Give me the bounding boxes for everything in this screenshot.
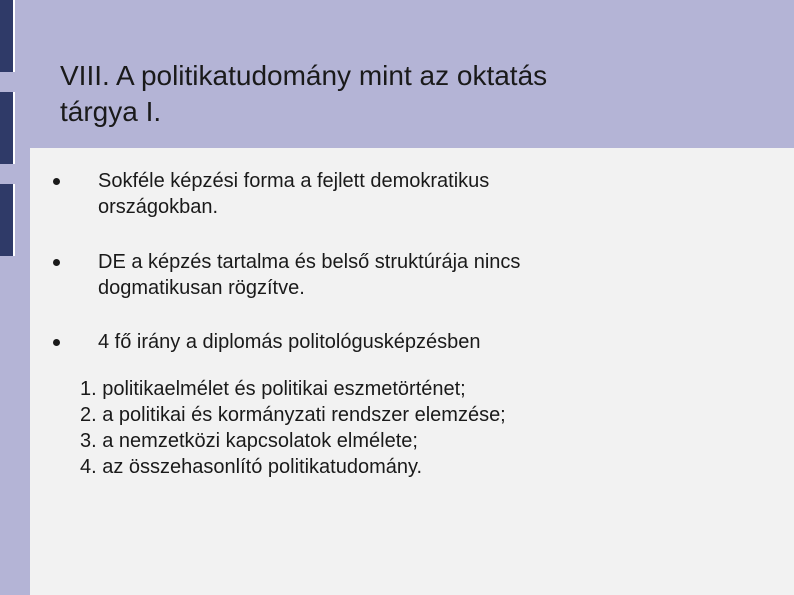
bullet-text [98,168,718,220]
slide-title [60,58,740,130]
decorative-side-bar [0,0,15,72]
numbered-item: 2. a politikai és kormányzati rendszer elemzése; [80,404,506,426]
bullet-dot-icon [53,259,60,266]
bullet-dot-icon [53,178,60,185]
numbered-item: 4. az összehasonlító politikatudomány. [80,456,423,478]
numbered-list [80,376,780,480]
slide-title-line: VIII. A politikatudomány mint az oktatás [60,60,548,91]
numbered-item: 1. politikaelmélet és politikai eszmetörténet; [80,378,466,400]
bullet-line: Sokféle képzési forma a fejlett demokratikus [98,170,490,192]
bullet-text [98,329,718,355]
numbered-item: 3. a nemzetközi kapcsolatok elmélete; [80,430,418,452]
decorative-side-bar [0,92,15,164]
slide-content [30,148,794,595]
bullet-line: dogmatikusan rögzítve. [98,277,305,299]
bullet-line: DE a képzés tartalma és belső struktúrája nincs [98,251,521,273]
decorative-side-bar [0,184,15,256]
bullet-text [98,249,718,301]
bullet-dot-icon [53,339,60,346]
slide-title-line: tárgya I. [60,96,162,127]
bullet-line: országokban. [98,196,219,218]
bullet-line: 4 fő irány a diplomás politológusképzésben [98,331,481,353]
